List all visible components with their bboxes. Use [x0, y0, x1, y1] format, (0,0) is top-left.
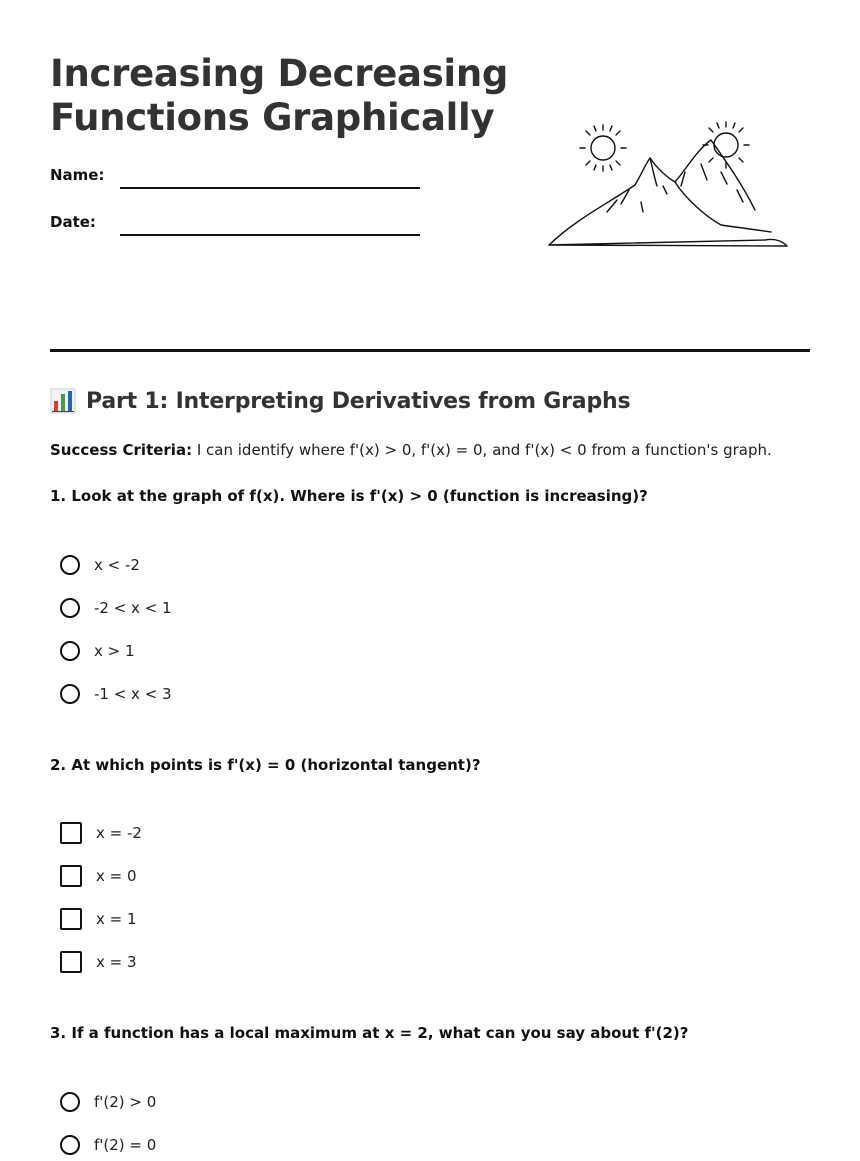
radio-button[interactable]	[60, 1092, 80, 1112]
q3-option-a[interactable]	[60, 1089, 156, 1115]
q2-option-c-label: x = 1	[96, 910, 137, 928]
mountains-with-suns-icon	[545, 120, 795, 250]
success-criteria-label: Success Criteria:	[50, 441, 193, 459]
question-3: 3. If a function has a local maximum at x = 2, what can you say about f'(2)?	[50, 1024, 689, 1042]
q3-option-b-label: f'(2) = 0	[94, 1136, 157, 1154]
radio-button[interactable]	[60, 684, 80, 704]
q1-option-b[interactable]	[60, 595, 172, 621]
question-2: 2. At which points is f'(x) = 0 (horizontal tangent)?	[50, 756, 481, 774]
date-field[interactable]	[120, 234, 420, 236]
part1-heading	[50, 388, 630, 414]
q1-option-c[interactable]	[60, 638, 135, 664]
radio-button[interactable]	[60, 641, 80, 661]
q2-option-a[interactable]	[60, 820, 142, 846]
q2-option-d-label: x = 3	[96, 953, 137, 971]
q2-option-c[interactable]	[60, 906, 137, 932]
section-divider	[50, 349, 810, 352]
checkbox[interactable]	[60, 908, 82, 930]
q1-option-c-label: x > 1	[94, 642, 135, 660]
date-label: Date:	[50, 213, 96, 231]
radio-button[interactable]	[60, 598, 80, 618]
worksheet-title: Increasing Decreasing Functions Graphically	[50, 52, 509, 139]
q2-option-d[interactable]	[60, 949, 137, 975]
q1-option-d[interactable]	[60, 681, 172, 707]
q1-option-d-label: -1 < x < 3	[94, 685, 172, 703]
q2-option-b-label: x = 0	[96, 867, 137, 885]
checkbox[interactable]	[60, 951, 82, 973]
radio-button[interactable]	[60, 555, 80, 575]
checkbox[interactable]	[60, 822, 82, 844]
name-label: Name:	[50, 166, 105, 184]
checkbox[interactable]	[60, 865, 82, 887]
part1-title: Part 1: Interpreting Derivatives from Graphs	[86, 388, 631, 414]
q1-option-b-label: -2 < x < 1	[94, 599, 172, 617]
q2-option-b[interactable]	[60, 863, 137, 889]
question-1: 1. Look at the graph of f(x). Where is f'(x) > 0 (function is increasing)?	[50, 487, 648, 505]
q3-option-b[interactable]	[60, 1132, 156, 1158]
q2-option-a-label: x = -2	[96, 824, 142, 842]
success-criteria-text: I can identify where f'(x) > 0, f'(x) = 0, and f'(x) < 0 from a function's graph.	[192, 441, 772, 459]
q1-option-a-label: x < -2	[94, 556, 140, 574]
success-criteria	[50, 441, 772, 459]
radio-button[interactable]	[60, 1135, 80, 1155]
name-field[interactable]	[120, 187, 420, 189]
bar-chart-icon	[50, 388, 76, 414]
q1-option-a[interactable]	[60, 552, 140, 578]
q3-option-a-label: f'(2) > 0	[94, 1093, 157, 1111]
